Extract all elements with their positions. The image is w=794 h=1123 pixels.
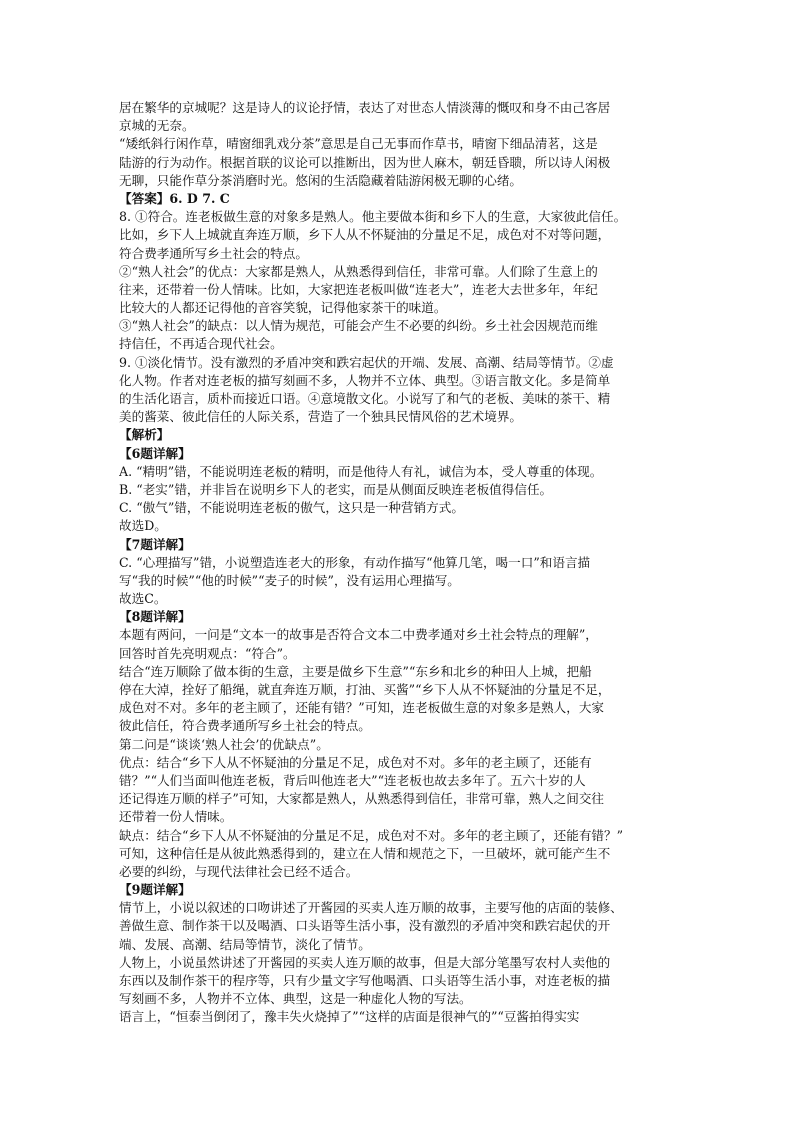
text-line: 必要的纠纷，与现代法律社会已经不适合。 [119,863,359,879]
text-line: 本题有两问，一问是“文本一的故事是否符合文本二中费孝通对乡土社会特点的理解”， [119,627,598,643]
text-line: 9. ①淡化情节。没有激烈的矛盾冲突和跌宕起伏的开端、发展、高潮、结局等情节。②虚 [119,354,614,370]
section-heading: 【解析】 [119,427,170,443]
text-line: 彼此信任，符合费孝通所写乡土社会的特点。 [119,718,371,734]
text-line: 居在繁华的京城呢？这是诗人的议论抒情，表达了对世态人情淡薄的慨叹和身不由己客居 [119,100,611,115]
text-line: 优点：结合“乡下人从不怀疑油的分量足不足，成色对不对。多年的老主顾了，还能有 [119,754,592,770]
text-line: 第二问是“谈谈‘熟人社会’的优缺点”。 [119,736,329,752]
text-line: B. “老实”错，并非旨在说明乡下人的老实，而是从侧面反映连老板值得信任。 [119,481,553,497]
text-line: 回答时首先亮明观点：“符合”。 [119,645,296,661]
section-heading: 【9题详解】 [119,882,191,898]
text-line: 可知，这种信任是从彼此熟悉得到的，建立在人情和规范之下，一旦破坏，就可能产生不 [119,845,611,861]
text-line: ③“熟人社会”的缺点：以人情为规范，可能会产生不必要的纠纷。乡土社会因规范而维 [119,318,598,334]
document-body [119,99,691,1027]
text-line: 陆游的行为动作。根据首联的议论可以推断出，因为世人麻木，朝廷昏聩，所以诗人闲极 [119,154,611,170]
text-line: 端、发展、高潮、结局等情节，淡化了情节。 [119,936,371,952]
text-line: 往来，还带着一份人情味。比如，大家把连老板叫做“连老大”，连老大去世多年，年纪 [119,281,598,297]
text-line: 缺点：结合“乡下人从不怀疑油的分量足不足，成色对不对。多年的老主顾了，还能有错？” [119,827,624,843]
text-line: 化人物。作者对连老板的描写刻画不多，人物并不立体、典型。③语言散文化。多是简单 [119,372,611,388]
text-line: 还带着一份人情味。 [119,809,233,825]
text-line: ②“熟人社会”的优点：大家都是熟人，从熟悉得到信任，非常可靠。人们除了生意上的 [119,263,598,279]
text-line: 成色对不对。多年的老主顾了，还能有错？”可知，连老板做生意的对象多是熟人，大家 [119,700,605,716]
section-heading: 【6题详解】 [119,445,191,461]
text-line: C. “心理描写”错，小说塑造连老大的形象，有动作描写“他算几笔，喝一口”和语言描 [119,554,591,570]
text-line: 停在大淖，拴好了船绳，就直奔连万顺，打油、买酱”“乡下人从不怀疑油的分量足不足， [119,682,611,697]
text-line: 写“我的时候”“他的时候”“麦子的时候”，没有运用心理描写。 [119,572,460,588]
text-line: 比较大的人都还记得他的音容笑貌，记得他家茶干的味道。 [119,300,447,316]
text-line: 故选C。 [119,591,167,607]
text-line: 情节上，小说以叙述的口吻讲述了开酱园的买卖人连万顺的故事，主要写他的店面的装修、 [119,900,623,916]
text-line: 京城的无奈。 [119,118,195,134]
text-line: 持信任，不再适合现代社会。 [119,336,283,352]
text-line: 写刻画不多，人物并不立体、典型，这是一种虚化人物的写法。 [119,991,472,1007]
text-line: 善做生意、制作茶干以及喝酒、口头语等生活小事，没有激烈的矛盾冲突和跌宕起伏的开 [119,918,611,934]
text-line: 东西以及制作茶干的程序等，只有少量文字写他喝酒、口头语等生活小事，对连老板的描 [119,973,611,988]
text-line: A. “精明”错，不能说明连老板的精明，而是他待人有礼，诚信为本，受人尊重的体现。 [119,463,603,479]
text-line: 8. ①符合。连老板做生意的对象多是熟人。他主要做本街和乡下人的生意，大家彼此信任。 [119,209,627,225]
section-heading: 【7题详解】 [119,536,191,552]
text-line: “矮纸斜行闲作草，晴窗细乳戏分茶”意思是自己无事而作草书，晴窗下细品清茗，这是 [119,136,598,152]
text-line: 人物上，小说虽然讲述了开酱园的买卖人连万顺的故事，但是大部分笔墨写农村人卖他的 [119,954,611,970]
section-heading: 【8题详解】 [119,609,191,625]
text-line: 语言上，“恒泰当倒闭了，豫丰失火烧掉了”“这样的店面是很神气的”“豆酱拍得实实 [119,1009,580,1025]
text-line: 结合“连万顺除了做本街的生意，主要是做乡下生意”“东乡和北乡的种田人上城，把船 [119,663,592,679]
answer-line: 【答案】6. D 7. C [119,190,230,206]
text-line: C. “傲气”错，不能说明连老板的傲气，这只是一种营销方式。 [119,500,464,516]
text-line: 无聊，只能作草分茶消磨时光。悠闲的生活隐藏着陆游闲极无聊的心绪。 [119,172,522,188]
text-line: 还记得连万顺的样子”可知，大家都是熟人，从熟悉得到信任，非常可靠，熟人之间交往 [119,791,605,807]
text-line: 错？”“人们当面叫他连老板，背后叫他连老大”“连老板也故去多年了。五六十岁的人 [119,772,586,788]
text-line: 比如，乡下人上城就直奔连万顺，乡下人从不怀疑油的分量足不足，成色对不对等问题， [119,227,611,243]
text-line: 故选D。 [119,518,167,534]
text-line: 的生活化语言，质朴而接近口语。④意境散文化。小说写了和气的老板、美味的茶干、精 [119,391,611,406]
text-line: 美的酱菜、彼此信任的人际关系，营造了一个独具民情风俗的艺术境界。 [119,409,522,425]
text-line: 符合费孝通所写乡土社会的特点。 [119,245,308,261]
